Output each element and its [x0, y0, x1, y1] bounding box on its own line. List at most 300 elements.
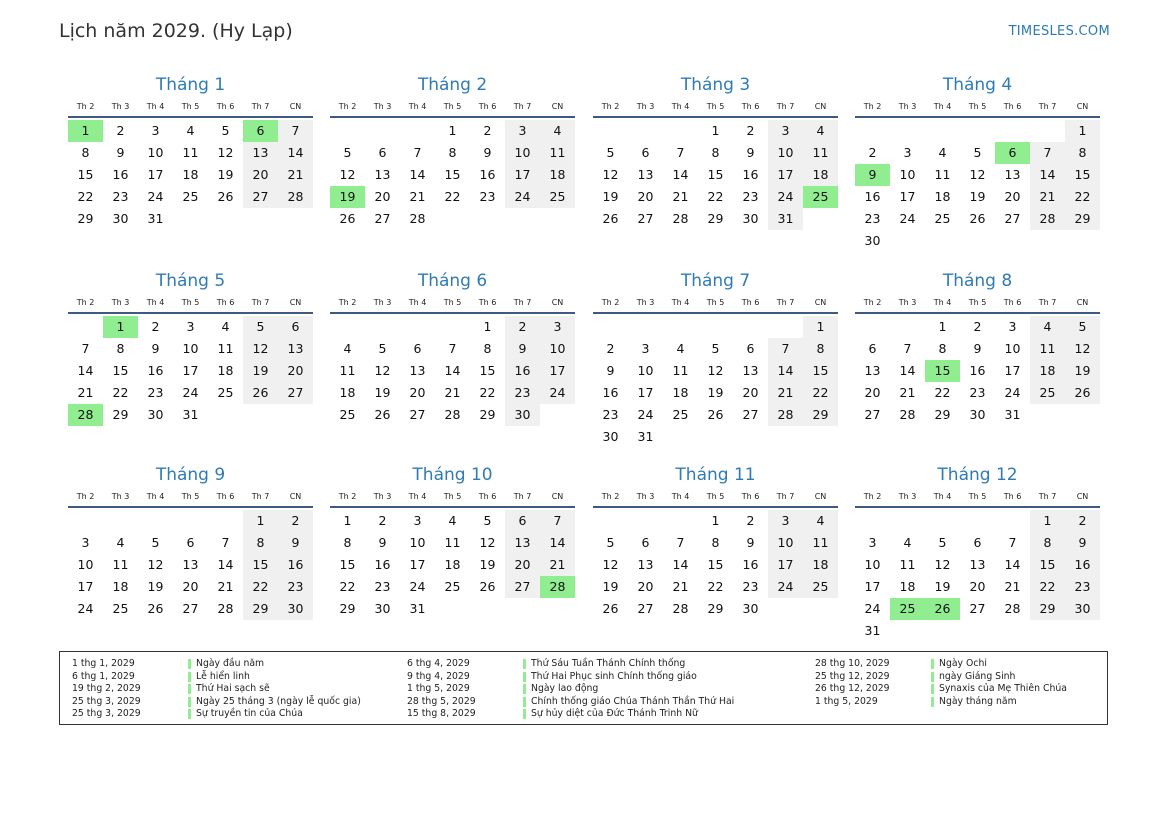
day-cell: 15 — [339, 557, 356, 572]
week-row — [330, 598, 575, 620]
day-cell: 14 — [672, 167, 689, 182]
day-cell: 23 — [742, 189, 759, 204]
empty-cell — [995, 510, 1030, 532]
holiday-name: Synaxis của Mẹ Thiên Chúa — [939, 683, 1067, 695]
weekday-label: Th 7 — [251, 102, 270, 111]
day-cell: 4 — [116, 535, 125, 550]
weekday-label: Th 5 — [181, 102, 200, 111]
day-cell: 21 — [1030, 186, 1065, 208]
day-cell: 5 — [938, 535, 947, 550]
day-cell: 26 — [707, 407, 724, 422]
week-row — [330, 382, 575, 404]
empty-cell — [890, 120, 925, 142]
day-cell: 11 — [182, 145, 199, 160]
day-cell: 25 — [672, 407, 689, 422]
empty-cell — [400, 120, 435, 142]
week-row — [593, 576, 838, 598]
month-title: Tháng 7 — [680, 271, 751, 291]
weekday-label: CN — [551, 298, 564, 307]
day-cell: 3 — [868, 535, 877, 550]
weekday-label: Th 7 — [1038, 492, 1057, 501]
day-cell: 16 — [969, 363, 986, 378]
empty-cell — [995, 120, 1030, 142]
page-title: Lịch năm 2029. (Hy Lạp) — [59, 20, 293, 42]
holiday-date: 1 thg 1, 2029 — [72, 658, 135, 669]
day-cell: 30 — [374, 601, 391, 616]
empty-cell — [1030, 120, 1065, 142]
holiday-name: Lễ hiển linh — [196, 670, 250, 682]
weekday-label: Th 4 — [933, 492, 952, 501]
day-cell: 12 — [1065, 338, 1100, 360]
empty-cell — [1030, 230, 1065, 252]
month-title: Tháng 1 — [155, 75, 226, 95]
empty-cell — [890, 510, 925, 532]
day-cell: 29 — [934, 407, 951, 422]
empty-cell — [208, 404, 243, 426]
day-cell: 28 — [768, 404, 803, 426]
day-cell: 26 — [925, 598, 960, 620]
day-cell: 11 — [339, 363, 356, 378]
weekday-label: Th 2 — [338, 102, 357, 111]
month-title: Tháng 6 — [417, 271, 488, 291]
day-cell: 6 — [505, 510, 540, 532]
day-cell: 9 — [505, 338, 540, 360]
day-cell: 27 — [374, 211, 391, 226]
day-cell: 6 — [746, 341, 755, 356]
day-cell: 7 — [676, 535, 685, 550]
empty-cell — [960, 230, 995, 252]
day-cell: 26 — [602, 601, 619, 616]
holiday-date: 1 thg 5, 2029 — [407, 683, 470, 695]
holiday-name: Ngày tháng năm — [939, 695, 1017, 707]
holiday-marker — [931, 684, 934, 694]
empty-cell — [540, 404, 575, 426]
day-cell: 18 — [672, 385, 689, 400]
day-cell: 8 — [81, 145, 90, 160]
empty-cell — [855, 120, 890, 142]
day-cell: 3 — [81, 535, 90, 550]
day-cell: 20 — [637, 579, 654, 594]
weekday-header — [330, 98, 575, 116]
weekday-label: CN — [551, 102, 564, 111]
empty-cell — [628, 510, 663, 532]
legend-item — [72, 708, 361, 721]
holiday-name: Thứ Hai sạch sẽ — [196, 683, 270, 695]
day-cell: 3 — [768, 510, 803, 532]
day-cell: 2 — [378, 513, 387, 528]
empty-cell — [855, 510, 890, 532]
day-cell: 18 — [112, 579, 129, 594]
day-cell: 8 — [1030, 532, 1065, 554]
weekday-label: Th 2 — [863, 102, 882, 111]
day-cell: 23 — [112, 189, 129, 204]
holiday-date: 19 thg 2, 2029 — [72, 683, 141, 695]
empty-cell — [803, 598, 838, 620]
month-block — [593, 268, 838, 448]
day-cell: 27 — [278, 382, 313, 404]
weekday-label: Th 7 — [513, 298, 532, 307]
empty-cell — [173, 510, 208, 532]
day-cell: 21 — [899, 385, 916, 400]
weekday-label: Th 3 — [111, 492, 130, 501]
site-link[interactable]: TIMESLES.COM — [1008, 24, 1110, 39]
day-cell: 10 — [77, 557, 94, 572]
day-cell: 16 — [742, 167, 759, 182]
day-cell: 17 — [540, 360, 575, 382]
month-title: Tháng 5 — [155, 271, 226, 291]
weekday-label: Th 6 — [1003, 492, 1022, 501]
day-cell: 1 — [448, 123, 457, 138]
day-cell: 10 — [1004, 341, 1021, 356]
week-row — [68, 164, 313, 186]
day-cell: 23 — [602, 407, 619, 422]
day-cell: 3 — [413, 513, 422, 528]
day-cell: 6 — [995, 142, 1030, 164]
day-cell: 2 — [868, 145, 877, 160]
day-cell: 19 — [707, 385, 724, 400]
week-row — [855, 382, 1100, 404]
day-cell: 8 — [116, 341, 125, 356]
legend-item — [407, 671, 734, 684]
empty-cell — [995, 620, 1030, 642]
week-row — [593, 404, 838, 426]
day-cell: 1 — [483, 319, 492, 334]
weekday-label: Th 6 — [741, 298, 760, 307]
day-cell: 21 — [409, 189, 426, 204]
empty-cell — [173, 208, 208, 230]
month-title: Tháng 12 — [937, 465, 1018, 485]
weekday-label: Th 5 — [968, 102, 987, 111]
day-cell: 26 — [339, 211, 356, 226]
day-cell: 31 — [637, 429, 654, 444]
day-cell: 16 — [742, 557, 759, 572]
empty-cell — [663, 316, 698, 338]
day-cell: 26 — [217, 189, 234, 204]
weekday-label: CN — [1076, 102, 1089, 111]
day-cell: 13 — [742, 363, 759, 378]
month-divider — [855, 506, 1100, 508]
day-cell: 17 — [864, 579, 881, 594]
day-cell: 11 — [672, 363, 689, 378]
legend-item — [815, 696, 1067, 709]
day-cell: 11 — [1030, 338, 1065, 360]
day-cell: 25 — [1030, 382, 1065, 404]
legend-item — [72, 658, 361, 671]
holiday-marker — [931, 659, 934, 669]
week-row — [593, 338, 838, 360]
day-cell: 17 — [77, 579, 94, 594]
day-cell: 2 — [606, 341, 615, 356]
week-row — [68, 404, 313, 426]
weekday-label: Th 7 — [776, 102, 795, 111]
day-cell: 10 — [768, 532, 803, 554]
day-cell: 15 — [925, 360, 960, 382]
weekday-label: Th 5 — [443, 298, 462, 307]
day-cell: 26 — [602, 211, 619, 226]
day-cell: 3 — [151, 123, 160, 138]
week-row — [855, 554, 1100, 576]
day-cell: 25 — [540, 186, 575, 208]
day-cell: 16 — [278, 554, 313, 576]
month-block — [330, 268, 575, 426]
weekday-label: Th 3 — [898, 492, 917, 501]
day-cell: 8 — [711, 535, 720, 550]
day-cell: 2 — [973, 319, 982, 334]
day-cell: 7 — [1008, 535, 1017, 550]
day-cell: 20 — [182, 579, 199, 594]
week-row — [330, 532, 575, 554]
week-row — [330, 360, 575, 382]
day-cell: 22 — [934, 385, 951, 400]
day-cell: 18 — [444, 557, 461, 572]
day-cell: 21 — [672, 189, 689, 204]
day-cell: 13 — [243, 142, 278, 164]
day-cell: 2 — [505, 316, 540, 338]
day-cell: 5 — [606, 535, 615, 550]
day-cell: 17 — [637, 385, 654, 400]
weekday-label: Th 5 — [968, 492, 987, 501]
holiday-marker — [523, 697, 526, 707]
day-cell: 30 — [742, 601, 759, 616]
month-block — [68, 72, 313, 230]
day-cell: 5 — [343, 145, 352, 160]
holiday-date: 25 thg 3, 2029 — [72, 695, 141, 707]
day-cell: 13 — [374, 167, 391, 182]
day-cell: 7 — [81, 341, 90, 356]
day-cell: 16 — [374, 557, 391, 572]
day-cell: 15 — [707, 557, 724, 572]
day-cell: 19 — [147, 579, 164, 594]
day-cell: 17 — [505, 164, 540, 186]
legend-item — [72, 671, 361, 684]
day-cell: 8 — [803, 338, 838, 360]
day-cell: 6 — [378, 145, 387, 160]
day-cell: 2 — [1065, 510, 1100, 532]
month-title: Tháng 10 — [412, 465, 493, 485]
day-cell: 7 — [903, 341, 912, 356]
day-cell: 3 — [903, 145, 912, 160]
empty-cell — [400, 316, 435, 338]
day-cell: 23 — [278, 576, 313, 598]
day-cell: 14 — [1030, 164, 1065, 186]
day-cell: 5 — [221, 123, 230, 138]
weekday-label: Th 3 — [373, 492, 392, 501]
weekday-label: Th 6 — [216, 102, 235, 111]
empty-cell — [663, 510, 698, 532]
weekday-header — [855, 98, 1100, 116]
weekday-label: Th 2 — [601, 102, 620, 111]
day-cell: 19 — [243, 360, 278, 382]
day-cell: 13 — [409, 363, 426, 378]
month-divider — [330, 312, 575, 314]
month-divider — [330, 506, 575, 508]
day-cell: 14 — [1004, 557, 1021, 572]
day-cell: 9 — [855, 164, 890, 186]
day-cell: 30 — [112, 211, 129, 226]
day-cell: 16 — [479, 167, 496, 182]
day-cell: 22 — [707, 189, 724, 204]
day-cell: 15 — [243, 554, 278, 576]
day-cell: 21 — [217, 579, 234, 594]
day-cell: 7 — [278, 120, 313, 142]
empty-cell — [278, 208, 313, 230]
week-row — [68, 532, 313, 554]
month-title: Tháng 4 — [942, 75, 1013, 95]
empty-cell — [803, 426, 838, 448]
day-cell: 2 — [746, 123, 755, 138]
empty-cell — [698, 316, 733, 338]
day-cell: 9 — [746, 535, 755, 550]
week-row — [68, 382, 313, 404]
empty-cell — [1030, 620, 1065, 642]
day-cell: 14 — [768, 360, 803, 382]
weekday-label: CN — [289, 102, 302, 111]
day-cell: 21 — [540, 554, 575, 576]
day-cell: 24 — [540, 382, 575, 404]
day-cell: 25 — [112, 601, 129, 616]
holiday-name: Ngày Ochi — [939, 658, 987, 669]
week-row — [68, 576, 313, 598]
day-cell: 11 — [540, 142, 575, 164]
day-cell: 26 — [374, 407, 391, 422]
weekday-label: Th 4 — [671, 102, 690, 111]
day-cell: 19 — [602, 579, 619, 594]
weekday-label: Th 3 — [898, 298, 917, 307]
holiday-date: 6 thg 1, 2029 — [72, 670, 135, 682]
day-cell: 25 — [803, 576, 838, 598]
empty-cell — [995, 230, 1030, 252]
week-row — [855, 120, 1100, 142]
empty-cell — [330, 120, 365, 142]
day-cell: 17 — [182, 363, 199, 378]
week-row — [593, 554, 838, 576]
day-cell: 13 — [969, 557, 986, 572]
day-cell: 11 — [803, 532, 838, 554]
day-cell: 18 — [803, 554, 838, 576]
holiday-marker — [523, 672, 526, 682]
day-cell: 10 — [182, 341, 199, 356]
empty-cell — [103, 510, 138, 532]
day-cell: 2 — [278, 510, 313, 532]
day-cell: 12 — [969, 167, 986, 182]
day-cell: 23 — [505, 382, 540, 404]
day-cell: 28 — [672, 211, 689, 226]
weekday-header — [330, 488, 575, 506]
week-row — [855, 316, 1100, 338]
empty-cell — [208, 208, 243, 230]
day-cell: 7 — [1030, 142, 1065, 164]
day-cell: 13 — [637, 557, 654, 572]
weekday-label: CN — [1076, 298, 1089, 307]
day-cell: 21 — [444, 385, 461, 400]
month-title: Tháng 3 — [680, 75, 751, 95]
day-cell: 25 — [803, 186, 838, 208]
week-row — [855, 208, 1100, 230]
day-cell: 10 — [409, 535, 426, 550]
weekday-label: Th 5 — [706, 492, 725, 501]
day-cell: 8 — [1065, 142, 1100, 164]
empty-cell — [593, 510, 628, 532]
day-cell: 6 — [973, 535, 982, 550]
weekday-label: Th 7 — [776, 298, 795, 307]
day-cell: 30 — [742, 211, 759, 226]
empty-cell — [1030, 404, 1065, 426]
week-row — [593, 360, 838, 382]
day-cell: 18 — [540, 164, 575, 186]
day-cell: 6 — [641, 535, 650, 550]
day-cell: 23 — [147, 385, 164, 400]
day-cell: 1 — [711, 513, 720, 528]
holiday-date: 15 thg 8, 2029 — [407, 708, 476, 720]
weekday-label: Th 5 — [968, 298, 987, 307]
weekday-header — [68, 294, 313, 312]
day-cell: 14 — [278, 142, 313, 164]
day-cell: 7 — [221, 535, 230, 550]
empty-cell — [208, 510, 243, 532]
day-cell: 15 — [444, 167, 461, 182]
weekday-label: Th 7 — [1038, 102, 1057, 111]
day-cell: 24 — [147, 189, 164, 204]
holiday-marker — [188, 684, 191, 694]
month-divider — [593, 312, 838, 314]
day-cell: 8 — [343, 535, 352, 550]
holiday-name: Chính thống giáo Chúa Thánh Thần Thứ Hai — [531, 695, 735, 707]
day-cell: 27 — [637, 601, 654, 616]
day-cell: 29 — [707, 211, 724, 226]
month-block — [330, 462, 575, 620]
week-row — [330, 316, 575, 338]
day-cell: 8 — [938, 341, 947, 356]
day-cell: 6 — [278, 316, 313, 338]
empty-cell — [628, 120, 663, 142]
weekday-label: Th 3 — [373, 102, 392, 111]
holiday-marker — [523, 684, 526, 694]
week-row — [330, 576, 575, 598]
day-cell: 3 — [186, 319, 195, 334]
empty-cell — [470, 208, 505, 230]
day-cell: 26 — [243, 382, 278, 404]
day-cell: 27 — [409, 407, 426, 422]
legend-item — [72, 696, 361, 709]
weekday-label: CN — [289, 492, 302, 501]
holiday-name: Ngày đầu năm — [196, 658, 265, 669]
month-divider — [855, 116, 1100, 118]
day-cell: 7 — [540, 510, 575, 532]
weekday-label: Th 2 — [338, 298, 357, 307]
day-cell: 18 — [217, 363, 234, 378]
holiday-name: ngày Giáng Sinh — [939, 670, 1016, 682]
day-cell: 4 — [1030, 316, 1065, 338]
month-block — [68, 462, 313, 620]
day-cell: 20 — [864, 385, 881, 400]
day-cell: 24 — [864, 601, 881, 616]
week-row — [68, 120, 313, 142]
day-cell: 13 — [864, 363, 881, 378]
day-cell: 8 — [448, 145, 457, 160]
day-cell: 13 — [1004, 167, 1021, 182]
day-cell: 18 — [934, 189, 951, 204]
day-cell: 17 — [899, 189, 916, 204]
day-cell: 6 — [243, 120, 278, 142]
week-row — [593, 208, 838, 230]
day-cell: 23 — [1065, 576, 1100, 598]
month-divider — [68, 116, 313, 118]
day-cell: 24 — [1004, 385, 1021, 400]
day-cell: 21 — [768, 382, 803, 404]
weekday-label: Th 5 — [443, 102, 462, 111]
day-cell: 3 — [641, 341, 650, 356]
day-cell: 4 — [540, 120, 575, 142]
